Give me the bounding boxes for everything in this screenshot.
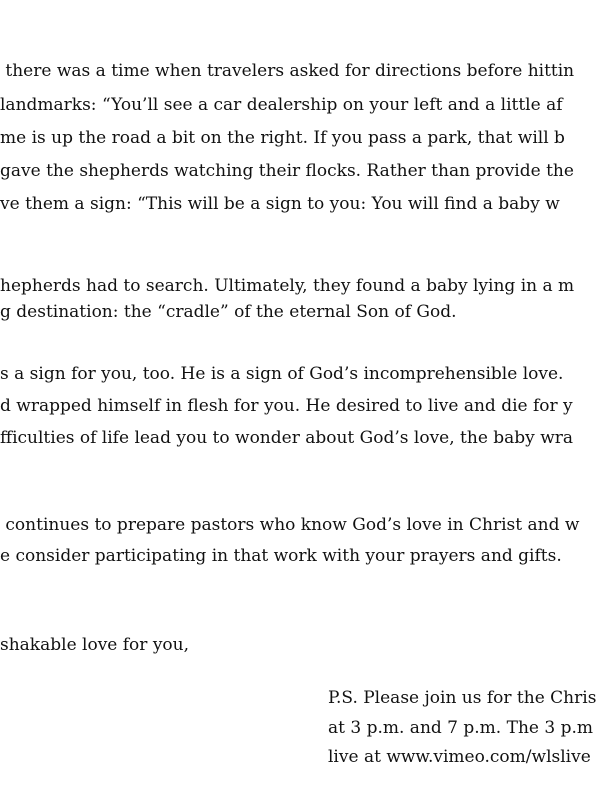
text-line: gave the shepherds watching their flocks. Rather than provide the [0, 161, 574, 181]
postscript-line: live at www.vimeo.com/wlslive [328, 747, 591, 767]
text-line: d wrapped himself in flesh for you. He desired to live and die for y [0, 396, 573, 416]
text-line: g destination: the “cradle” of the eternal Son of God. [0, 302, 457, 322]
text-line: s a sign for you, too. He is a sign of God’s incomprehensible love. [0, 364, 564, 384]
text-line: me is up the road a bit on the right. If you pass a park, that will b [0, 128, 565, 148]
text-line: ve them a sign: “This will be a sign to you: You will find a baby w [0, 194, 560, 214]
closing-line: shakable love for you, [0, 635, 190, 655]
postscript-line: P.S. Please join us for the Chris [328, 688, 597, 708]
text-line: hepherds had to search. Ultimately, they found a baby lying in a m [0, 276, 575, 296]
text-line: landmarks: “You’ll see a car dealership on your left and a little af [0, 95, 563, 115]
postscript-line: at 3 p.m. and 7 p.m. The 3 p.m [328, 718, 593, 738]
text-line: fficulties of life lead you to wonder about God’s love, the baby wra [0, 428, 574, 448]
text-line: there was a time when travelers asked for directions before hittin [0, 61, 575, 81]
text-line: continues to prepare pastors who know God’s love in Christ and w [0, 515, 580, 535]
text-line: e consider participating in that work with your prayers and gifts. [0, 546, 562, 566]
